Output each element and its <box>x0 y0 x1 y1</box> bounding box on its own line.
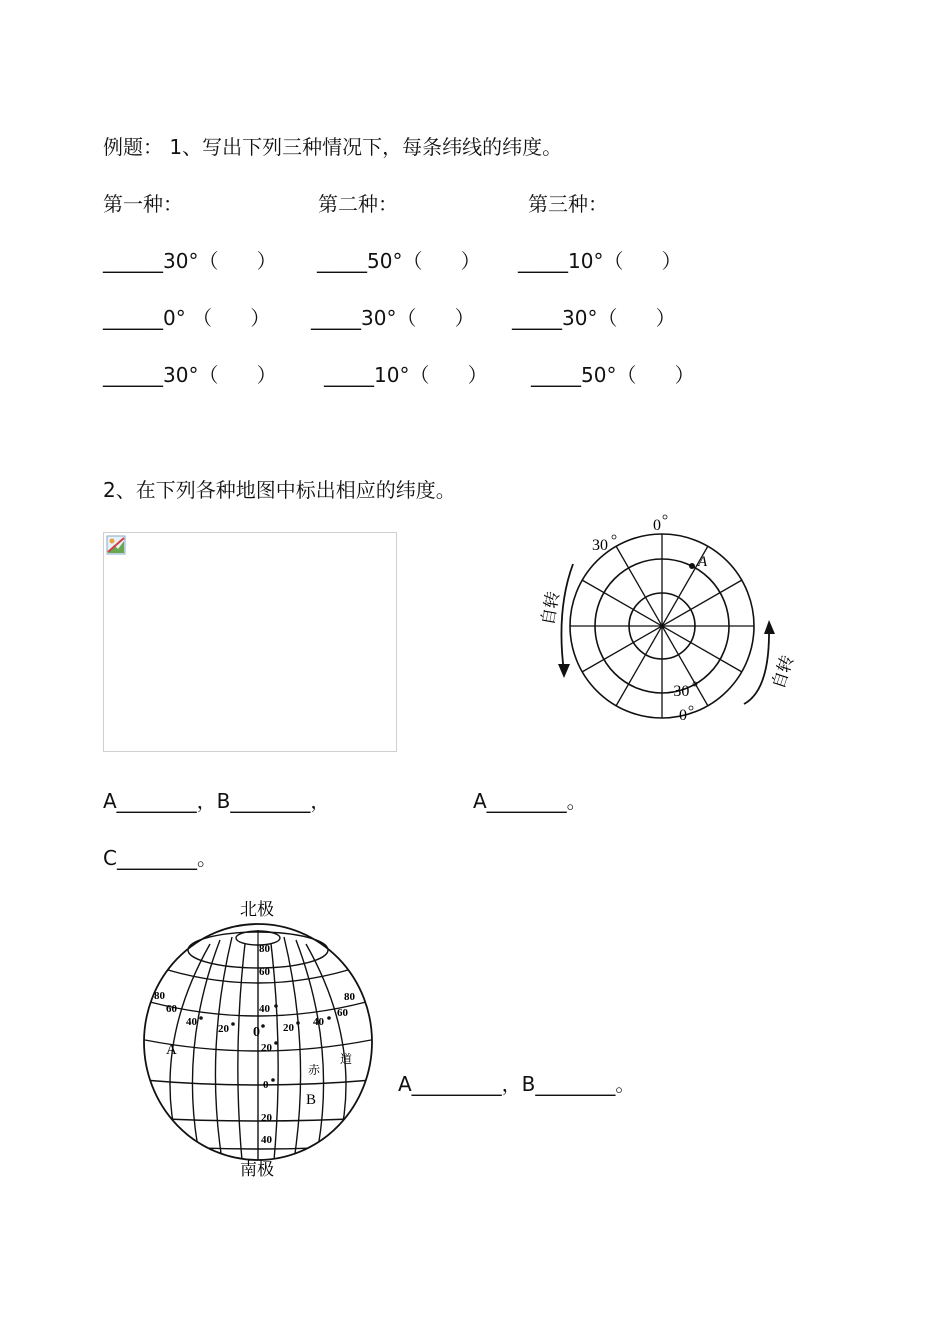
row-1-case-3: _____10°（ ） <box>518 249 682 273</box>
row-3-case-3: _____50°（ ） <box>531 363 695 387</box>
answers-row-2: C________。 <box>103 846 217 870</box>
polar-latitude-figure <box>520 508 810 728</box>
rotation-arrow-left <box>561 564 573 672</box>
lon-20-left: 20 <box>218 1023 229 1035</box>
lat-0-equator: 0 <box>263 1079 269 1091</box>
row-3-case-2: _____10°（ ） <box>324 363 488 387</box>
lat-40-center-bottom: 40 <box>261 1134 272 1146</box>
answers-row-1-left: A________，B________， <box>103 789 331 813</box>
lon-40-right: 40 <box>313 1016 324 1028</box>
label-30-top: 30 <box>592 537 608 554</box>
question-1-title: 例题： 1、写出下列三种情况下，每条纬线的纬度。 <box>103 135 563 159</box>
lat-20-center-bottom: 20 <box>261 1112 272 1124</box>
point-b-label-globe: B <box>306 1092 317 1108</box>
equator-label-2: 道 <box>340 1052 353 1066</box>
equator-label-1: 赤 <box>308 1063 321 1077</box>
lat-0-center-top: 0 <box>253 1025 260 1040</box>
lon-80-left: 80 <box>154 990 165 1002</box>
label-minus30: -30 <box>668 683 690 700</box>
case-1-header: 第一种： <box>103 192 183 216</box>
broken-image-icon <box>106 535 126 555</box>
lat-80-center: 80 <box>259 943 270 955</box>
point-a-dot <box>689 563 695 569</box>
label-rotation-right: 自转 <box>768 653 798 692</box>
lat-20-center-top: 20 <box>261 1042 272 1054</box>
question-2-title: 2、在下列各种地图中标出相应的纬度。 <box>103 478 456 502</box>
row-2-case-3: _____30°（ ） <box>512 306 676 330</box>
lon-40-left: 40 <box>186 1016 197 1028</box>
answers-globe: A_________，B________。 <box>398 1072 636 1096</box>
row-2-case-1: ______0° （ ） <box>103 306 271 330</box>
case-3-header: 第三种： <box>528 192 608 216</box>
lon-20-right: 20 <box>283 1022 294 1034</box>
point-a-label: A <box>698 554 708 570</box>
label-0-top: 0 <box>653 517 661 534</box>
case-2-header: 第二种： <box>318 192 398 216</box>
label-0-bottom: 0 <box>679 707 687 724</box>
lon-60-right: 60 <box>337 1007 348 1019</box>
label-rotation-left: 自转 <box>538 589 563 627</box>
lon-80-right: 80 <box>344 991 355 1003</box>
answers-row-1-right: A________。 <box>473 789 587 813</box>
globe-latitude-figure <box>135 893 385 1185</box>
row-1-case-2: _____50°（ ） <box>317 249 481 273</box>
lon-60-left: 60 <box>166 1003 177 1015</box>
broken-image-placeholder <box>103 532 397 752</box>
lat-40-center-top: 40 <box>259 1003 270 1015</box>
rotation-arrow-right <box>744 628 769 704</box>
north-pole-label: 北极 <box>240 900 274 919</box>
point-a-label-globe: A <box>166 1042 177 1058</box>
south-pole-label: 南极 <box>240 1160 274 1179</box>
row-1-case-1: ______30°（ ） <box>103 249 277 273</box>
row-3-case-1: ______30°（ ） <box>103 363 277 387</box>
lat-60-center: 60 <box>259 966 270 978</box>
row-2-case-2: _____30°（ ） <box>311 306 475 330</box>
